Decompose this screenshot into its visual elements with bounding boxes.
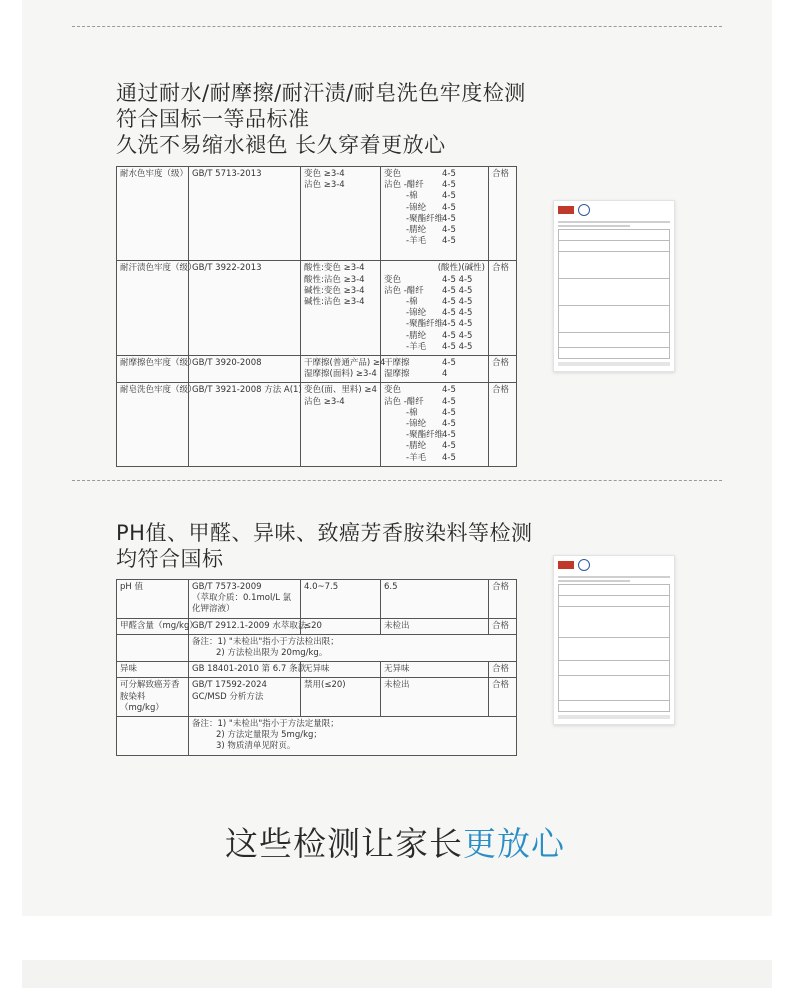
result-line: 变色 4-5 xyxy=(384,385,456,396)
standard-cell: GB/T 5713-2013 xyxy=(189,167,301,261)
result-line: 沾色 -醋纤 4-5 xyxy=(384,180,456,191)
req-line: 变色 ≥3-4 xyxy=(304,169,345,179)
req-line: 酸性:沾色 ≥3-4 xyxy=(304,274,365,285)
req-line: 沾色 ≥3-4 xyxy=(304,396,345,407)
slogan-main: 这些检测让家长 xyxy=(225,824,463,863)
item-cell: 可分解致癌芳香胺染料（mg/kg） xyxy=(117,678,189,717)
table-row xyxy=(117,383,517,466)
slogan-highlight: 更放心 xyxy=(463,824,565,863)
result-cell: 未检出 xyxy=(381,678,489,717)
note-line: 备注：1) "未检出"指小于方法定量限； xyxy=(192,719,339,730)
cma-logo-icon xyxy=(558,206,574,214)
req-line: 干摩擦(普通产品) ≥4 xyxy=(304,358,386,369)
empty-cell xyxy=(117,634,189,661)
conclusion-cell: 合格 xyxy=(489,356,517,383)
divider-middle xyxy=(72,480,722,481)
result-line: -聚酯纤维 4-5 4-5 xyxy=(406,319,473,330)
req-line: 碱性:变色 ≥3-4 xyxy=(304,285,365,296)
item-cell: 耐皂洗色牢度（级） xyxy=(117,383,189,466)
conclusion-cell: 合格 xyxy=(489,383,517,466)
result-line: 沾色 -醋纤 4-5 4-5 xyxy=(384,285,473,296)
result-cell: 未检出 xyxy=(381,618,489,634)
table-row xyxy=(117,167,517,261)
req-line: 碱性:沾色 ≥3-4 xyxy=(304,297,365,308)
conclusion-cell: 合格 xyxy=(489,580,517,619)
result-line: 干摩擦 4-5 xyxy=(384,358,456,369)
standard-cell: GB/T 3922-2013 xyxy=(189,261,301,356)
requirement-cell xyxy=(301,261,381,356)
requirement-cell: 4.0~7.5 xyxy=(301,580,381,619)
standard-cell: GB 18401-2010 第 6.7 条款 xyxy=(189,662,301,678)
req-line: 变色(面、里料) ≥4 xyxy=(304,385,377,396)
result-line: -聚酯纤维 4-5 xyxy=(406,213,456,224)
note-line: 备注：1) "未检出"指小于方法检出限； xyxy=(192,636,339,647)
standard-cell: GB/T 7573-2009 （萃取介质：0.1mol/L 氯化钾溶液） xyxy=(189,580,301,619)
result-line: -棉 4-5 4-5 xyxy=(406,297,473,308)
item-cell: 耐摩擦色牢度（级） xyxy=(117,356,189,383)
requirement-cell xyxy=(301,383,381,466)
result-line: 湿摩擦 4 xyxy=(384,369,448,380)
result-cell xyxy=(381,261,489,356)
result-line: 变色 4-5 4-5 xyxy=(384,274,473,285)
slogan xyxy=(0,818,790,865)
cma-logo-icon xyxy=(558,561,574,569)
item-cell: pH 值 xyxy=(117,580,189,619)
result-line: -棉 4-5 xyxy=(406,407,456,418)
result-line: -棉 4-5 xyxy=(406,191,456,202)
result-line: -羊毛 4-5 xyxy=(406,452,456,463)
req-line: 酸性:变色 ≥3-4 xyxy=(304,263,365,274)
colorfastness-table xyxy=(116,166,517,467)
result-line: -聚酯纤维 4-5 xyxy=(406,430,456,441)
result-cell: 6.5 xyxy=(381,580,489,619)
requirement-cell: 无异味 xyxy=(301,662,381,678)
conclusion-cell: 合格 xyxy=(489,167,517,261)
report-header xyxy=(554,201,674,219)
note-line: 2) 方法检出限为 20mg/kg。 xyxy=(216,648,328,659)
requirement-cell xyxy=(301,167,381,261)
result-line: -腈纶 4-5 4-5 xyxy=(406,330,473,341)
section2-heading xyxy=(116,520,532,572)
conclusion-cell: 合格 xyxy=(489,618,517,634)
req-line: 湿摩擦(面料) ≥3-4 xyxy=(304,369,377,380)
result-line: (酸性)(碱性) xyxy=(437,263,485,274)
result-cell: 无异味 xyxy=(381,662,489,678)
result-line: -羊毛 4-5 xyxy=(406,236,456,247)
note-cell xyxy=(189,717,517,756)
item-cell: 异味 xyxy=(117,662,189,678)
empty-cell xyxy=(117,717,189,756)
req-line: 沾色 ≥3-4 xyxy=(304,180,345,191)
requirement-cell xyxy=(301,356,386,383)
heading-line: 符合国标一等品标准 xyxy=(116,107,310,131)
table-row xyxy=(117,618,517,634)
test-report-thumbnail xyxy=(553,555,675,725)
standard-cell: GB/T 17592-2024 GC/MSD 分析方法 xyxy=(189,678,301,717)
table-row xyxy=(117,678,517,717)
standard-cell: GB/T 3921-2008 方法 A(1) xyxy=(189,383,301,466)
seal-logo-icon xyxy=(578,559,590,571)
result-line: -锦纶 4-5 xyxy=(406,202,456,213)
standard-cell: GB/T 2912.1-2009 水萃取法 xyxy=(189,618,301,634)
standard-cell: GB/T 3920-2008 xyxy=(189,356,301,383)
result-cell xyxy=(381,383,489,466)
requirement-cell: 禁用(≤20) xyxy=(301,678,381,717)
result-cell xyxy=(381,167,489,261)
conclusion-cell: 合格 xyxy=(489,662,517,678)
conclusion-cell: 合格 xyxy=(489,678,517,717)
section1-heading xyxy=(116,80,526,158)
result-line: 变色 4-5 xyxy=(384,169,456,179)
result-line: -腈纶 4-5 xyxy=(406,441,456,452)
result-line: 沾色 -醋纤 4-5 xyxy=(384,396,456,407)
table-row xyxy=(117,580,517,619)
result-cell xyxy=(381,356,489,383)
result-line: -腈纶 4-5 xyxy=(406,225,456,236)
table-row xyxy=(117,261,517,356)
table-row xyxy=(117,356,517,383)
report-header xyxy=(554,556,674,574)
heading-line: 久洗不易缩水褪色 长久穿着更放心 xyxy=(116,133,446,157)
seal-logo-icon xyxy=(578,204,590,216)
result-line: -锦纶 4-5 4-5 xyxy=(406,308,473,319)
note-line: 2) 方法定量限为 5mg/kg； xyxy=(216,730,322,741)
next-panel-edge xyxy=(22,960,772,988)
heading-line: PH值、甲醛、异味、致癌芳香胺染料等检测 xyxy=(116,521,533,545)
item-cell: 耐水色牢度（级） xyxy=(117,167,189,261)
heading-line: 通过耐水/耐摩擦/耐汗渍/耐皂洗色牢度检测 xyxy=(116,81,526,105)
note-cell xyxy=(189,634,517,661)
requirement-cell: ≤20 xyxy=(301,618,381,634)
table-row xyxy=(117,634,517,661)
result-line: -羊毛 4-5 4-5 xyxy=(406,341,473,352)
item-cell: 耐汗渍色牢度（级） xyxy=(117,261,189,356)
note-line: 3) 物质清单见附页。 xyxy=(216,741,296,752)
spacer xyxy=(304,191,377,258)
test-report-thumbnail xyxy=(553,200,675,372)
divider-top xyxy=(72,26,722,27)
chemical-safety-table xyxy=(116,579,517,756)
conclusion-cell: 合格 xyxy=(489,261,517,356)
result-line: -锦纶 4-5 xyxy=(406,419,456,430)
table-row xyxy=(117,662,517,678)
item-cell: 甲醛含量（mg/kg） xyxy=(117,618,189,634)
table-row xyxy=(117,717,517,756)
heading-line: 均符合国标 xyxy=(116,547,224,571)
